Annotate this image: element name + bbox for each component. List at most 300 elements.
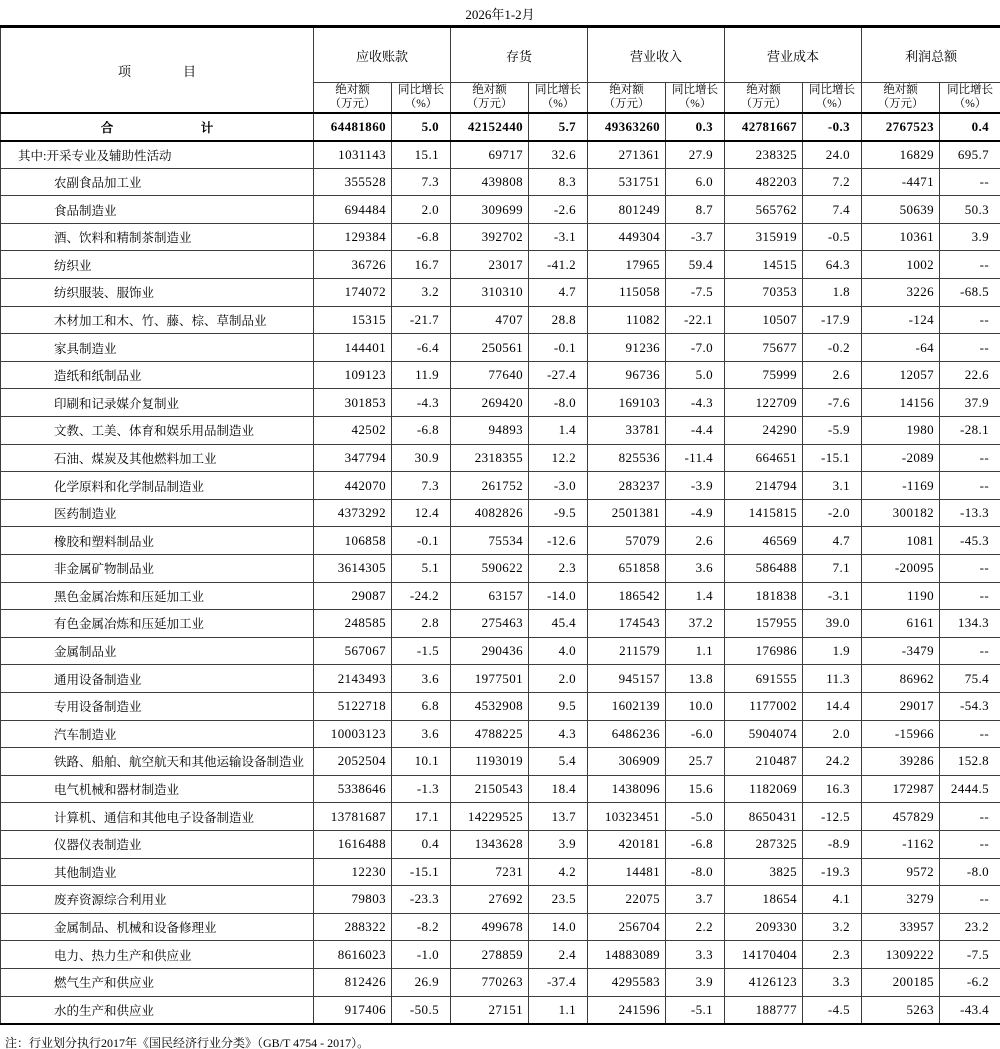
cell-yoy-4: -- (940, 472, 1000, 500)
cell-yoy-4: 152.8 (940, 748, 1000, 776)
cell-abs-3: 664651 (725, 444, 803, 472)
cell-yoy-2: 15.6 (666, 775, 725, 803)
cell-abs-3: 1182069 (725, 775, 803, 803)
cell-yoy-4: -- (940, 720, 1000, 748)
cell-yoy-1: 28.8 (529, 306, 588, 334)
table-row (1, 168, 1000, 196)
cell-yoy-3: -0.2 (803, 334, 862, 362)
row-label: 废弃资源综合利用业 (1, 886, 314, 914)
cell-abs-3: 209330 (725, 913, 803, 941)
cell-yoy-1: -3.0 (529, 472, 588, 500)
cell-abs-3: 75999 (725, 361, 803, 389)
cell-abs-3: 188777 (725, 996, 803, 1024)
cell-abs-0: 29087 (314, 582, 392, 610)
row-label: 专用设备制造业 (1, 692, 314, 720)
cell-abs-4: 300182 (862, 499, 940, 527)
cell-abs-0: 12230 (314, 858, 392, 886)
table-row (1, 775, 1000, 803)
cell-abs-0: 917406 (314, 996, 392, 1024)
cell-yoy-1: 2.0 (529, 665, 588, 693)
cell-yoy-4: -- (940, 306, 1000, 334)
subheader-yoy-label: 同比增长 (398, 84, 444, 96)
cell-yoy-4: -54.3 (940, 692, 1000, 720)
cell-abs-2: 186542 (588, 582, 666, 610)
cell-yoy-1: 5.4 (529, 748, 588, 776)
cell-abs-3: 46569 (725, 527, 803, 555)
cell-abs-2: 256704 (588, 913, 666, 941)
cell-abs-2: 2501381 (588, 499, 666, 527)
table-row (1, 886, 1000, 914)
cell-yoy-3: -7.6 (803, 389, 862, 417)
row-label: 计算机、通信和其他电子设备制造业 (1, 803, 314, 831)
row-label: 黑色金属冶炼和压延加工业 (1, 582, 314, 610)
cell-yoy-1: 12.2 (529, 444, 588, 472)
cell-abs-4: 1002 (862, 251, 940, 279)
subheader-absolute-0 (314, 83, 392, 114)
cell-abs-3: 14515 (725, 251, 803, 279)
cell-abs-3: 3825 (725, 858, 803, 886)
cell-abs-3: 42781667 (725, 113, 803, 141)
cell-abs-2: 14481 (588, 858, 666, 886)
cell-abs-4: -3479 (862, 637, 940, 665)
cell-yoy-4: -- (940, 168, 1000, 196)
cell-yoy-1: 4.7 (529, 279, 588, 307)
cell-abs-4: 39286 (862, 748, 940, 776)
cell-abs-1: 250561 (451, 334, 529, 362)
cell-yoy-3: 14.4 (803, 692, 862, 720)
cell-yoy-0: 3.6 (392, 720, 451, 748)
subheader-yoy-2 (666, 83, 725, 114)
table-row (1, 941, 1000, 969)
cell-yoy-4: -13.3 (940, 499, 1000, 527)
cell-yoy-1: 2.3 (529, 555, 588, 583)
cell-yoy-4: 134.3 (940, 610, 1000, 638)
cell-yoy-3: 7.1 (803, 555, 862, 583)
cell-yoy-0: -6.8 (392, 223, 451, 251)
row-label: 其他制造业 (1, 858, 314, 886)
cell-abs-4: 1081 (862, 527, 940, 555)
cell-abs-0: 5338646 (314, 775, 392, 803)
cell-abs-4: 33957 (862, 913, 940, 941)
table-row (1, 499, 1000, 527)
cell-abs-0: 64481860 (314, 113, 392, 141)
cell-yoy-1: -3.1 (529, 223, 588, 251)
cell-yoy-3: 39.0 (803, 610, 862, 638)
column-group-4: 利润总额 (862, 27, 1000, 83)
column-group-0: 应收账款 (314, 27, 451, 83)
cell-abs-1: 4788225 (451, 720, 529, 748)
cell-yoy-1: -41.2 (529, 251, 588, 279)
subheader-yoy-label: 同比增长 (535, 84, 582, 96)
cell-yoy-2: -3.9 (666, 472, 725, 500)
cell-yoy-2: 1.4 (666, 582, 725, 610)
cell-abs-4: 50639 (862, 196, 940, 224)
subheader-absolute-label: 绝对额 (883, 84, 918, 96)
cell-yoy-2: -7.0 (666, 334, 725, 362)
table-row (1, 417, 1000, 445)
row-label: 家具制造业 (1, 334, 314, 362)
cell-yoy-3: 64.3 (803, 251, 862, 279)
cell-abs-1: 27692 (451, 886, 529, 914)
cell-abs-3: 1415815 (725, 499, 803, 527)
row-label: 木材加工和木、竹、藤、棕、草制品业 (1, 306, 314, 334)
cell-yoy-0: 12.4 (392, 499, 451, 527)
cell-abs-3: 122709 (725, 389, 803, 417)
row-label: 化学原料和化学制品制造业 (1, 472, 314, 500)
row-label: 仪器仪表制造业 (1, 830, 314, 858)
cell-abs-1: 2318355 (451, 444, 529, 472)
cell-yoy-3: -2.0 (803, 499, 862, 527)
cell-abs-2: 651858 (588, 555, 666, 583)
table-row (1, 223, 1000, 251)
cell-abs-0: 174072 (314, 279, 392, 307)
cell-abs-3: 75677 (725, 334, 803, 362)
cell-yoy-2: 2.2 (666, 913, 725, 941)
cell-abs-4: 29017 (862, 692, 940, 720)
cell-abs-2: 4295583 (588, 968, 666, 996)
cell-abs-2: 945157 (588, 665, 666, 693)
cell-yoy-2: -5.0 (666, 803, 725, 831)
cell-yoy-2: 2.6 (666, 527, 725, 555)
cell-yoy-4: 50.3 (940, 196, 1000, 224)
cell-abs-1: 1977501 (451, 665, 529, 693)
cell-yoy-0: -4.3 (392, 389, 451, 417)
cell-abs-0: 36726 (314, 251, 392, 279)
cell-yoy-3: -0.3 (803, 113, 862, 141)
cell-yoy-3: 16.3 (803, 775, 862, 803)
cell-yoy-3: 3.1 (803, 472, 862, 500)
cell-yoy-2: 10.0 (666, 692, 725, 720)
column-group-2: 营业收入 (588, 27, 725, 83)
cell-yoy-1: 4.0 (529, 637, 588, 665)
cell-yoy-1: 4.2 (529, 858, 588, 886)
row-label: 造纸和纸制品业 (1, 361, 314, 389)
cell-yoy-4: -45.3 (940, 527, 1000, 555)
cell-abs-0: 347794 (314, 444, 392, 472)
cell-abs-1: 1193019 (451, 748, 529, 776)
cell-yoy-3: 2.6 (803, 361, 862, 389)
cell-abs-0: 694484 (314, 196, 392, 224)
cell-yoy-2: 59.4 (666, 251, 725, 279)
cell-abs-1: 77640 (451, 361, 529, 389)
cell-yoy-3: 1.8 (803, 279, 862, 307)
cell-yoy-3: -5.9 (803, 417, 862, 445)
cell-abs-4: -2089 (862, 444, 940, 472)
subheader-yoy-unit: （%） (953, 97, 987, 110)
cell-abs-4: 5263 (862, 996, 940, 1024)
cell-yoy-4: -68.5 (940, 279, 1000, 307)
cell-yoy-3: 11.3 (803, 665, 862, 693)
cell-yoy-0: -15.1 (392, 858, 451, 886)
cell-yoy-1: 1.1 (529, 996, 588, 1024)
cell-abs-2: 169103 (588, 389, 666, 417)
cell-abs-2: 825536 (588, 444, 666, 472)
cell-abs-2: 6486236 (588, 720, 666, 748)
cell-abs-2: 57079 (588, 527, 666, 555)
subheader-absolute-label: 绝对额 (472, 84, 507, 96)
cell-abs-1: 42152440 (451, 113, 529, 141)
table-row (1, 582, 1000, 610)
cell-abs-4: 16829 (862, 141, 940, 169)
cell-yoy-1: 2.4 (529, 941, 588, 969)
cell-yoy-0: 11.9 (392, 361, 451, 389)
cell-abs-2: 174543 (588, 610, 666, 638)
cell-yoy-4: 0.4 (940, 113, 1000, 141)
table-body (1, 113, 1000, 1024)
subheader-yoy-1 (529, 83, 588, 114)
cell-yoy-3: 1.9 (803, 637, 862, 665)
cell-yoy-0: -6.8 (392, 417, 451, 445)
cell-abs-1: 2150543 (451, 775, 529, 803)
cell-abs-4: -124 (862, 306, 940, 334)
cell-abs-1: 439808 (451, 168, 529, 196)
cell-abs-4: 3226 (862, 279, 940, 307)
cell-yoy-2: -8.0 (666, 858, 725, 886)
cell-yoy-3: 4.7 (803, 527, 862, 555)
cell-abs-0: 248585 (314, 610, 392, 638)
cell-yoy-0: 7.3 (392, 472, 451, 500)
cell-abs-3: 14170404 (725, 941, 803, 969)
cell-abs-0: 567067 (314, 637, 392, 665)
subheader-absolute-unit: （万元） (329, 97, 376, 110)
table-row (1, 113, 1000, 141)
cell-yoy-2: -4.4 (666, 417, 725, 445)
subheader-absolute-unit: （万元） (466, 97, 513, 110)
table-row (1, 361, 1000, 389)
cell-abs-1: 278859 (451, 941, 529, 969)
cell-yoy-0: 2.8 (392, 610, 451, 638)
cell-yoy-3: 2.3 (803, 941, 862, 969)
table-row (1, 389, 1000, 417)
column-group-3: 营业成本 (725, 27, 862, 83)
cell-abs-4: 2767523 (862, 113, 940, 141)
row-label: 文教、工美、体育和娱乐用品制造业 (1, 417, 314, 445)
subheader-yoy-unit: （%） (815, 97, 849, 110)
cell-abs-0: 288322 (314, 913, 392, 941)
subheader-yoy-unit: （%） (541, 97, 575, 110)
cell-abs-4: 1190 (862, 582, 940, 610)
cell-abs-3: 18654 (725, 886, 803, 914)
subheader-absolute-label: 绝对额 (746, 84, 781, 96)
cell-yoy-4: -43.4 (940, 996, 1000, 1024)
cell-abs-1: 392702 (451, 223, 529, 251)
cell-yoy-1: 23.5 (529, 886, 588, 914)
cell-yoy-1: -8.0 (529, 389, 588, 417)
cell-yoy-4: -- (940, 334, 1000, 362)
cell-yoy-2: -7.5 (666, 279, 725, 307)
cell-abs-0: 301853 (314, 389, 392, 417)
subheader-absolute-2 (588, 83, 666, 114)
cell-abs-4: 3279 (862, 886, 940, 914)
cell-yoy-0: 26.9 (392, 968, 451, 996)
cell-abs-3: 176986 (725, 637, 803, 665)
table-row (1, 720, 1000, 748)
cell-abs-2: 91236 (588, 334, 666, 362)
row-label: 金属制品、机械和设备修理业 (1, 913, 314, 941)
cell-yoy-2: -3.7 (666, 223, 725, 251)
cell-yoy-4: -6.2 (940, 968, 1000, 996)
cell-abs-4: 12057 (862, 361, 940, 389)
cell-abs-3: 8650431 (725, 803, 803, 831)
cell-abs-0: 4373292 (314, 499, 392, 527)
row-label: 农副食品加工业 (1, 168, 314, 196)
cell-yoy-0: 0.4 (392, 830, 451, 858)
row-label: 通用设备制造业 (1, 665, 314, 693)
cell-yoy-1: -14.0 (529, 582, 588, 610)
table-row (1, 996, 1000, 1024)
cell-abs-3: 181838 (725, 582, 803, 610)
cell-abs-1: 4532908 (451, 692, 529, 720)
table-header (1, 27, 1000, 114)
cell-abs-4: -4471 (862, 168, 940, 196)
subheader-absolute-label: 绝对额 (335, 84, 370, 96)
table-row (1, 279, 1000, 307)
cell-abs-2: 14883089 (588, 941, 666, 969)
cell-abs-3: 691555 (725, 665, 803, 693)
row-label: 水的生产和供应业 (1, 996, 314, 1024)
cell-abs-0: 144401 (314, 334, 392, 362)
cell-abs-2: 1438096 (588, 775, 666, 803)
cell-abs-1: 310310 (451, 279, 529, 307)
cell-abs-0: 8616023 (314, 941, 392, 969)
subheader-absolute-1 (451, 83, 529, 114)
cell-abs-4: 14156 (862, 389, 940, 417)
cell-abs-2: 22075 (588, 886, 666, 914)
subheader-absolute-unit: （万元） (877, 97, 924, 110)
subheader-absolute-3 (725, 83, 803, 114)
cell-abs-1: 770263 (451, 968, 529, 996)
subheader-absolute-4 (862, 83, 940, 114)
cell-yoy-0: 17.1 (392, 803, 451, 831)
cell-abs-1: 63157 (451, 582, 529, 610)
cell-yoy-3: 2.0 (803, 720, 862, 748)
cell-abs-0: 2052504 (314, 748, 392, 776)
cell-yoy-2: 3.3 (666, 941, 725, 969)
cell-yoy-0: -24.2 (392, 582, 451, 610)
row-label: 有色金属冶炼和压延加工业 (1, 610, 314, 638)
cell-abs-0: 10003123 (314, 720, 392, 748)
cell-yoy-1: 1.4 (529, 417, 588, 445)
cell-yoy-1: 13.7 (529, 803, 588, 831)
cell-yoy-0: -23.3 (392, 886, 451, 914)
cell-yoy-1: 18.4 (529, 775, 588, 803)
cell-yoy-0: 3.2 (392, 279, 451, 307)
cell-yoy-3: 24.0 (803, 141, 862, 169)
cell-yoy-2: 27.9 (666, 141, 725, 169)
cell-abs-0: 355528 (314, 168, 392, 196)
cell-abs-4: -15966 (862, 720, 940, 748)
cell-yoy-3: -4.5 (803, 996, 862, 1024)
cell-abs-3: 157955 (725, 610, 803, 638)
cell-abs-0: 5122718 (314, 692, 392, 720)
cell-yoy-2: 8.7 (666, 196, 725, 224)
cell-yoy-0: -8.2 (392, 913, 451, 941)
cell-yoy-1: 45.4 (529, 610, 588, 638)
cell-abs-1: 23017 (451, 251, 529, 279)
cell-abs-2: 96736 (588, 361, 666, 389)
cell-yoy-0: 30.9 (392, 444, 451, 472)
cell-abs-2: 801249 (588, 196, 666, 224)
cell-yoy-4: -28.1 (940, 417, 1000, 445)
cell-abs-4: -1169 (862, 472, 940, 500)
cell-abs-0: 1616488 (314, 830, 392, 858)
cell-abs-2: 115058 (588, 279, 666, 307)
cell-yoy-1: 14.0 (529, 913, 588, 941)
cell-abs-3: 315919 (725, 223, 803, 251)
subheader-yoy-3 (803, 83, 862, 114)
cell-yoy-0: 10.1 (392, 748, 451, 776)
cell-yoy-0: 3.6 (392, 665, 451, 693)
row-label: 合 计 (1, 113, 314, 141)
cell-yoy-0: 6.8 (392, 692, 451, 720)
cell-abs-4: 10361 (862, 223, 940, 251)
cell-yoy-0: 5.0 (392, 113, 451, 141)
row-label: 其中:开采专业及辅助性活动 (1, 141, 314, 169)
cell-abs-4: 172987 (862, 775, 940, 803)
cell-abs-1: 309699 (451, 196, 529, 224)
cell-yoy-1: -27.4 (529, 361, 588, 389)
row-label: 橡胶和塑料制品业 (1, 527, 314, 555)
cell-yoy-4: -- (940, 582, 1000, 610)
cell-abs-2: 1602139 (588, 692, 666, 720)
table-row (1, 692, 1000, 720)
cell-yoy-1: 9.5 (529, 692, 588, 720)
cell-abs-0: 109123 (314, 361, 392, 389)
cell-yoy-3: -17.9 (803, 306, 862, 334)
table-row (1, 444, 1000, 472)
cell-abs-4: 1980 (862, 417, 940, 445)
column-group-1: 存货 (451, 27, 588, 83)
table-row (1, 555, 1000, 583)
cell-abs-2: 211579 (588, 637, 666, 665)
cell-yoy-1: -2.6 (529, 196, 588, 224)
table-row (1, 665, 1000, 693)
cell-abs-3: 214794 (725, 472, 803, 500)
subheader-absolute-unit: （万元） (740, 97, 787, 110)
cell-abs-1: 269420 (451, 389, 529, 417)
cell-yoy-0: -1.5 (392, 637, 451, 665)
subheader-absolute-unit: （万元） (603, 97, 650, 110)
subheader-yoy-label: 同比增长 (947, 84, 994, 96)
cell-yoy-4: 3.9 (940, 223, 1000, 251)
cell-abs-0: 42502 (314, 417, 392, 445)
cell-abs-0: 442070 (314, 472, 392, 500)
cell-abs-3: 482203 (725, 168, 803, 196)
cell-abs-3: 5904074 (725, 720, 803, 748)
table-row (1, 968, 1000, 996)
cell-yoy-3: 4.1 (803, 886, 862, 914)
cell-abs-1: 27151 (451, 996, 529, 1024)
table-row (1, 196, 1000, 224)
cell-abs-4: 9572 (862, 858, 940, 886)
subheader-yoy-label: 同比增长 (809, 84, 856, 96)
cell-yoy-1: -9.5 (529, 499, 588, 527)
subheader-yoy-4 (940, 83, 1000, 114)
cell-abs-3: 238325 (725, 141, 803, 169)
cell-abs-4: 86962 (862, 665, 940, 693)
cell-abs-3: 1177002 (725, 692, 803, 720)
cell-yoy-3: -3.1 (803, 582, 862, 610)
cell-yoy-4: -- (940, 251, 1000, 279)
cell-abs-0: 129384 (314, 223, 392, 251)
subheader-yoy-unit: （%） (678, 97, 712, 110)
cell-abs-4: 457829 (862, 803, 940, 831)
cell-yoy-1: -12.6 (529, 527, 588, 555)
cell-abs-1: 590622 (451, 555, 529, 583)
cell-abs-0: 1031143 (314, 141, 392, 169)
industry-data-table (0, 25, 1000, 1025)
cell-abs-2: 449304 (588, 223, 666, 251)
